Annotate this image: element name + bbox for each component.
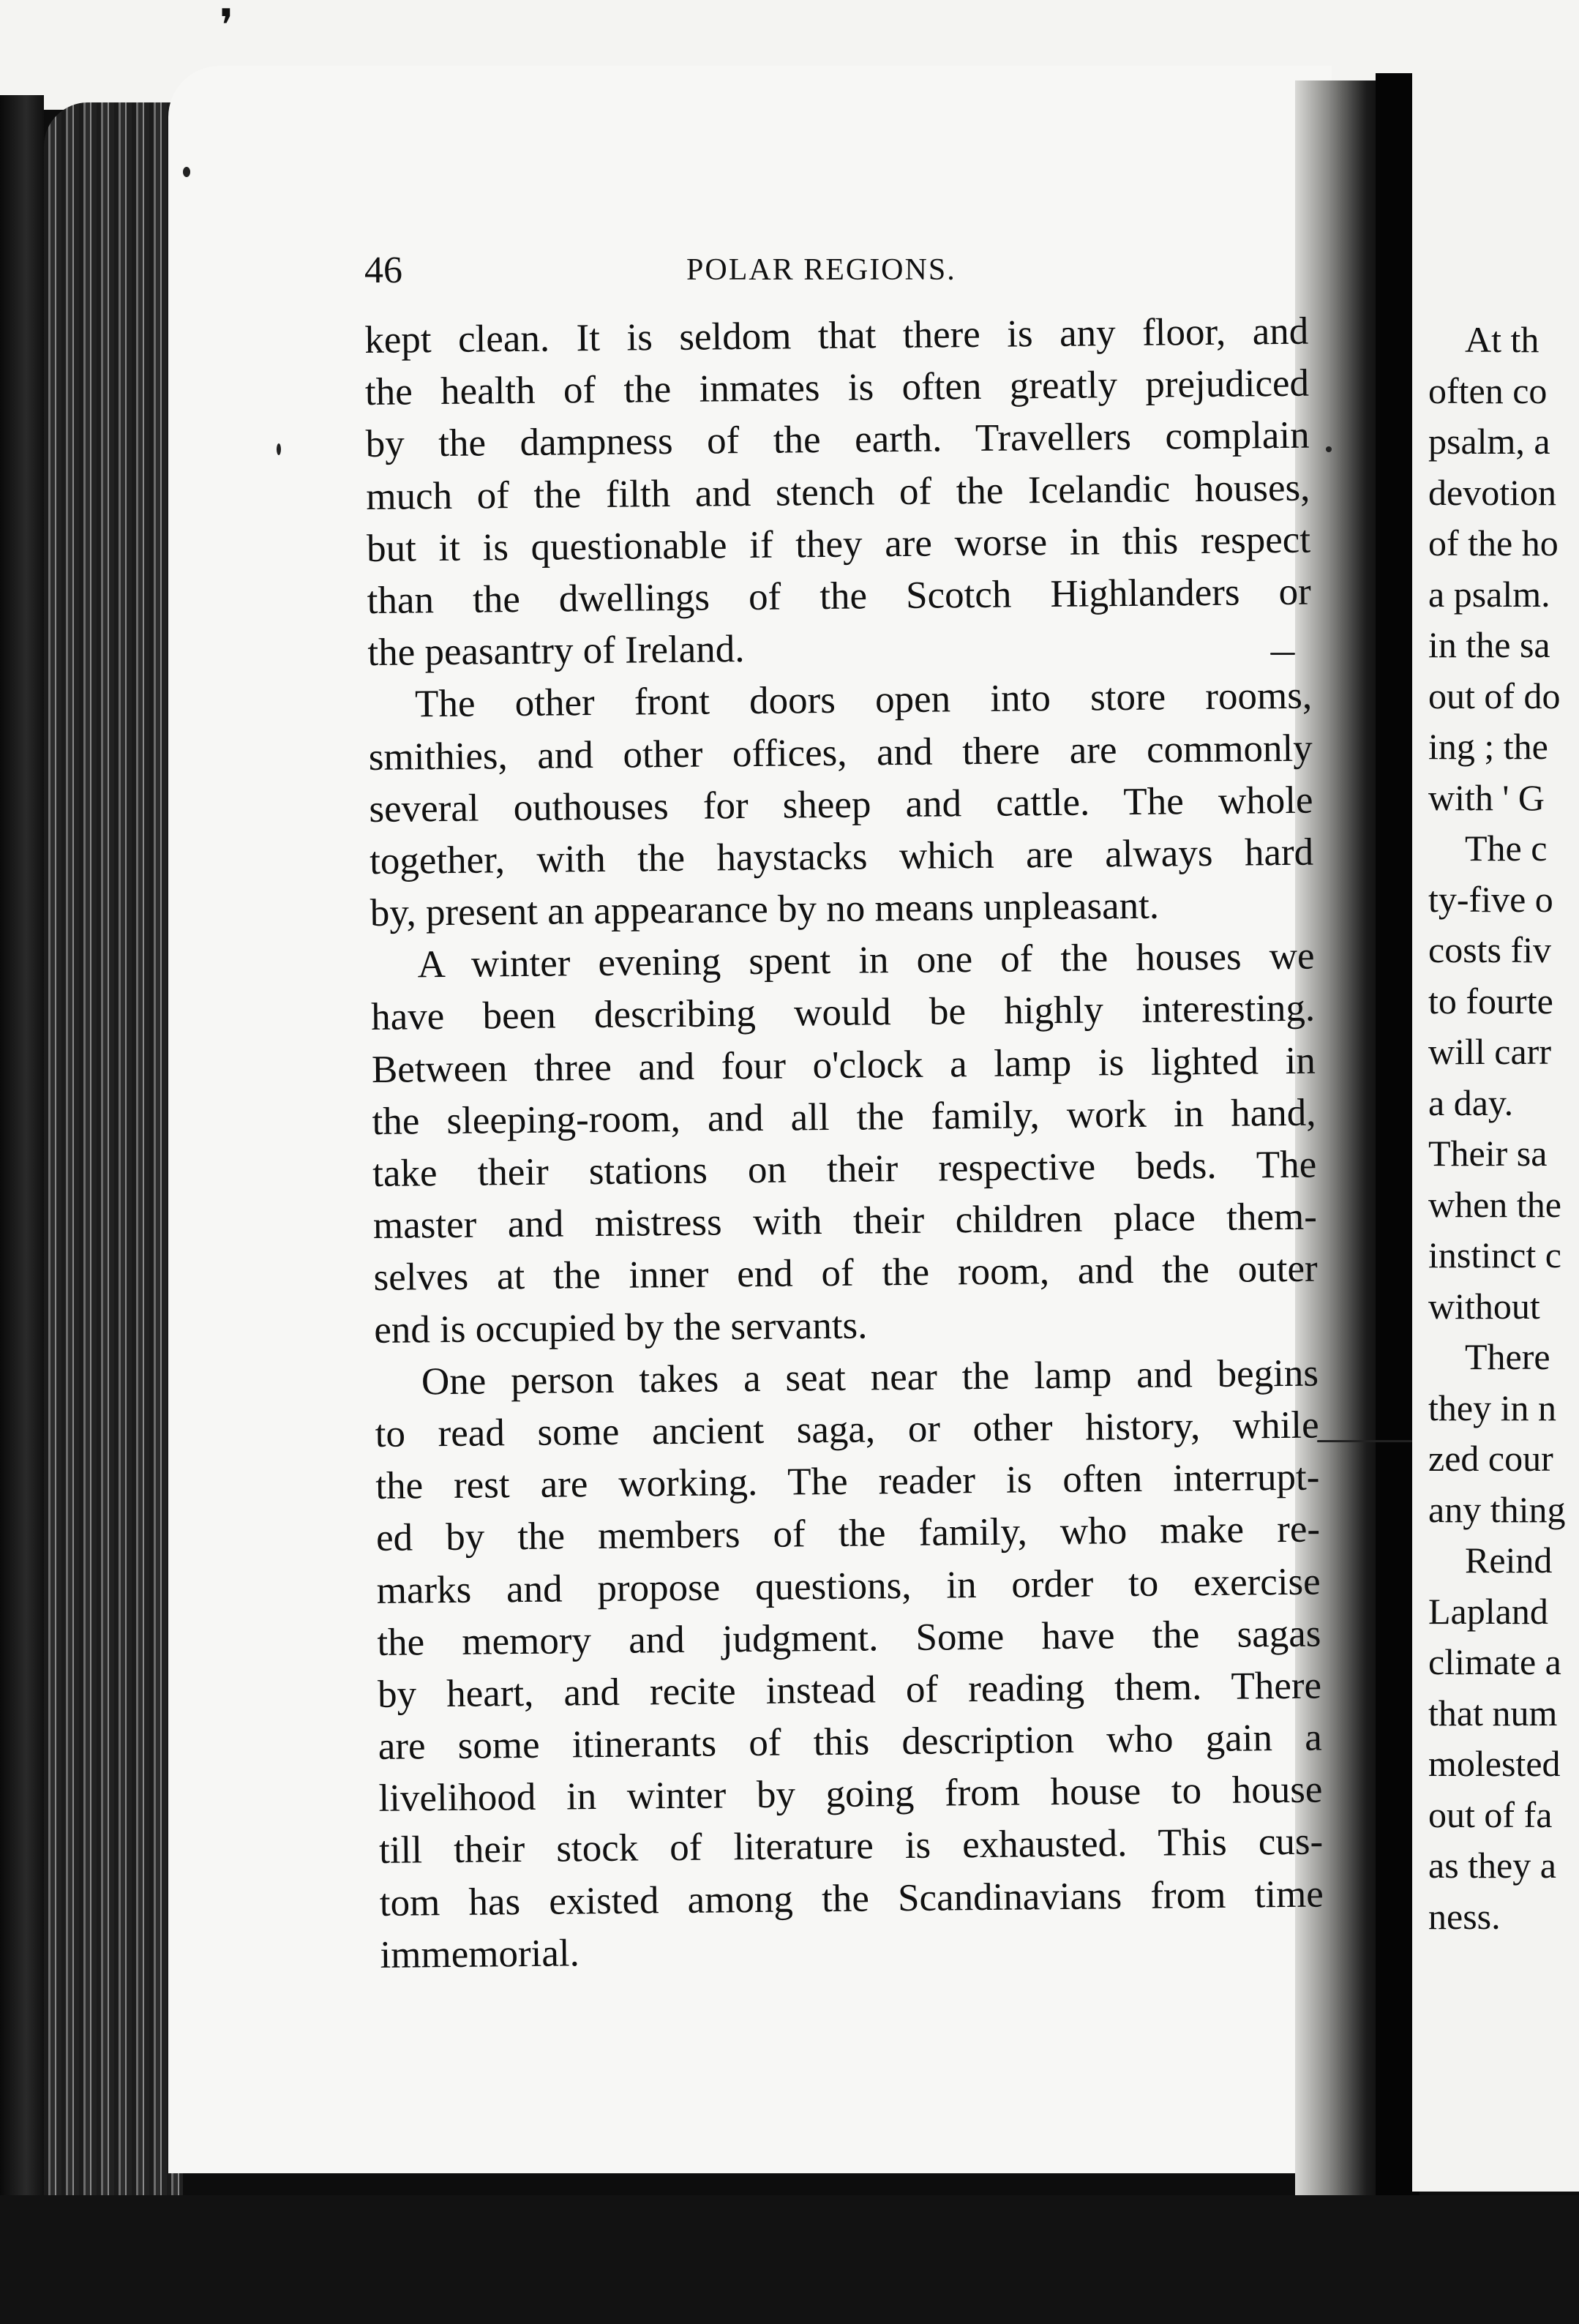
- right-page-line: to fourte: [1428, 980, 1553, 1022]
- right-page-line: will carr: [1428, 1031, 1551, 1072]
- text-line: kept clean. It is seldom that there is any floor, and: [364, 310, 1309, 361]
- right-page-body: [1428, 315, 1579, 1942]
- text-line: immemorial.: [380, 1932, 580, 1976]
- right-page-line: ing ; the: [1428, 726, 1548, 767]
- right-page-line: Reind: [1465, 1540, 1553, 1581]
- scan-speck: [183, 167, 190, 177]
- text-line: take their stations on their respective beds. The: [372, 1143, 1317, 1195]
- text-line: to read some ancient saga, or other history, while: [375, 1403, 1319, 1455]
- running-head: [364, 249, 1316, 307]
- right-page-line: that num: [1428, 1692, 1558, 1733]
- text-line: have been describing would be highly interesting.: [370, 987, 1316, 1039]
- right-page-line: in the sa: [1428, 624, 1550, 665]
- text-line: The other front doors open into store rooms,: [414, 674, 1313, 726]
- text-line: the memory and judgment. Some have the sagas: [377, 1612, 1321, 1664]
- text-line: smithies, and other offices, and there are commonly: [368, 727, 1313, 779]
- scan-speck: [1317, 1440, 1412, 1442]
- text-line: till their stock of literature is exhausted. This cus-: [378, 1820, 1324, 1873]
- right-page-line: a day.: [1428, 1082, 1514, 1123]
- right-page-line: Their sa: [1428, 1133, 1548, 1174]
- left-page-body: [364, 306, 1324, 1982]
- text-line: One person takes a seat near the lamp and begins: [421, 1352, 1319, 1403]
- book-spine: [0, 95, 44, 2324]
- text-line: livelihood in winter by going from house to house: [378, 1768, 1323, 1821]
- text-line: selves at the inner end of the room, and the outer: [373, 1247, 1318, 1300]
- right-page-line: of the ho: [1428, 522, 1559, 563]
- text-line: tom has existed among the Scandinavians from time: [379, 1873, 1324, 1924]
- right-page-line: climate a: [1428, 1641, 1561, 1682]
- text-line: several outhouses for sheep and cattle. The whole: [369, 779, 1313, 831]
- right-page-line: with ' G: [1428, 776, 1545, 818]
- page-edges: [44, 102, 183, 2246]
- text-line: are some itinerants of this description who gain a: [378, 1716, 1323, 1768]
- text-line: Between three and four o'clock a lamp is lighted in: [371, 1039, 1316, 1091]
- scan-bottom-margin: [0, 2195, 1579, 2324]
- right-page-line: zed cour: [1428, 1438, 1553, 1479]
- text-line: than the dwellings of the Scotch Highlanders or: [367, 570, 1311, 622]
- text-line: the sleeping-room, and all the family, work in hand,: [372, 1091, 1316, 1143]
- text-line: by the dampness of the earth. Travellers complain: [365, 413, 1310, 466]
- text-line: by heart, and recite instead of reading them. There: [377, 1664, 1322, 1716]
- text-line: ed by the members of the family, who make re-: [375, 1507, 1321, 1560]
- right-page-line: when the: [1428, 1183, 1561, 1225]
- text-line: master and mistress with their children place them-: [372, 1195, 1318, 1248]
- right-page-line: molested: [1428, 1743, 1561, 1784]
- right-page-line: out of fa: [1428, 1793, 1553, 1835]
- scan-speck: [1326, 446, 1332, 452]
- right-page-line: without: [1428, 1285, 1540, 1327]
- right-page-line: any thing: [1428, 1488, 1566, 1530]
- right-page-line: as they a: [1428, 1845, 1556, 1886]
- text-line: much of the filth and stench of the Icelandic houses,: [366, 466, 1310, 518]
- right-page-line: Lapland: [1428, 1590, 1548, 1632]
- right-page-line: they in n: [1428, 1387, 1556, 1428]
- scan-speck: [277, 443, 281, 455]
- right-page-line: ness.: [1428, 1895, 1501, 1937]
- text-line: end is occupied by the servants.: [374, 1304, 868, 1352]
- text-line: the rest are working. The reader is often interrupt-: [375, 1455, 1320, 1508]
- right-page-line: a psalm.: [1428, 573, 1550, 615]
- right-page-line: psalm, a: [1428, 421, 1550, 462]
- text-line: together, with the haystacks which are always hard: [369, 831, 1314, 882]
- right-page-line: At th: [1465, 319, 1539, 360]
- text-line: marks and propose questions, in order to exercise: [376, 1560, 1321, 1612]
- text-line: by, present an appearance by no means unpleasant.: [370, 884, 1160, 935]
- right-page-line: There: [1465, 1336, 1550, 1377]
- right-page-line: devotion: [1428, 471, 1556, 513]
- right-page-line: ty-five o: [1428, 878, 1553, 920]
- right-page-line: costs fiv: [1428, 929, 1552, 970]
- text-line: but it is questionable if they are worse in this respect: [366, 518, 1311, 570]
- running-title: POLAR REGIONS.: [686, 253, 956, 287]
- right-page-line: out of do: [1428, 675, 1561, 716]
- right-page-line: often co: [1428, 370, 1548, 411]
- text-line: A winter evening spent in one of the houses we: [417, 934, 1315, 986]
- text-line: the health of the inmates is often greatly prejudiced: [364, 361, 1310, 414]
- right-page-line: instinct c: [1428, 1234, 1561, 1275]
- page-number: 46: [364, 250, 402, 291]
- text-line: the peasantry of Ireland.: [367, 628, 745, 675]
- right-page-line: The c: [1465, 828, 1548, 869]
- scan-speck: ❜: [220, 1, 234, 50]
